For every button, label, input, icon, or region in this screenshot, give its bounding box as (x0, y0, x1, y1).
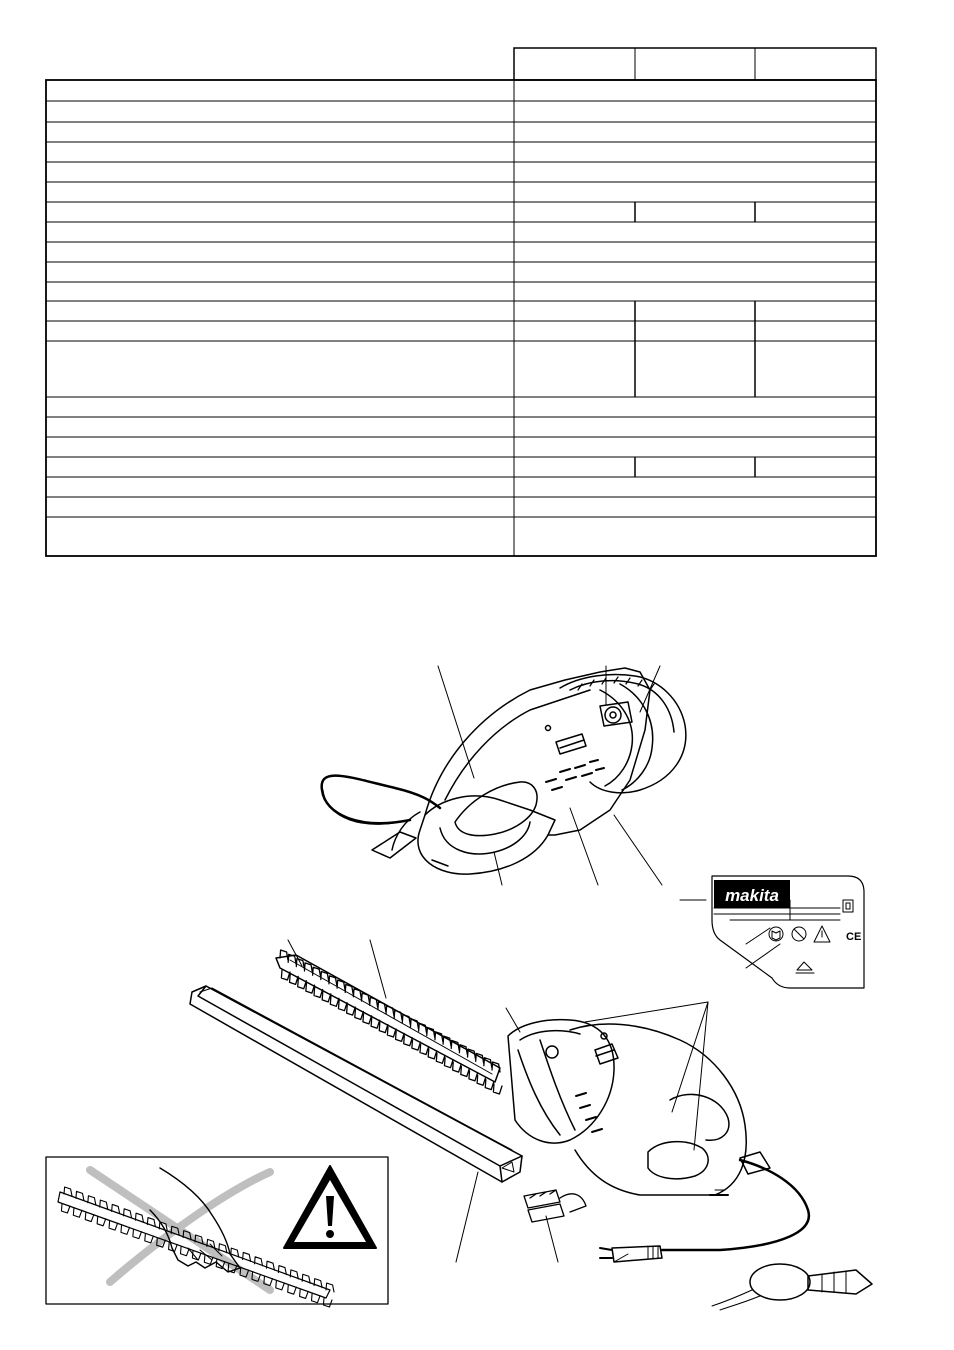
power-cord (600, 1152, 872, 1310)
specification-table (0, 0, 954, 600)
spec-table-body (46, 80, 876, 556)
blade-sheath (190, 986, 522, 1182)
warning-panel (46, 1157, 388, 1307)
blade-clips (524, 1190, 586, 1222)
warning-triangle-icon (284, 1166, 376, 1248)
figure-1-hedge-trimmer (322, 666, 706, 900)
no-rain-icon (792, 927, 806, 941)
figure-2-assembly (190, 940, 872, 1310)
adapter-plug-icon (750, 1264, 810, 1300)
brand-logo: makita (725, 886, 779, 905)
plug-icon (612, 1246, 662, 1262)
trimmer-body (508, 1020, 746, 1195)
sound-level-icon (796, 962, 814, 973)
rating-label-plate (712, 876, 864, 988)
ce-mark-icon: CE (846, 931, 862, 943)
figure-area (0, 600, 954, 1350)
book-icon (769, 927, 783, 941)
model-header (514, 48, 876, 80)
caution-icon (814, 926, 830, 942)
